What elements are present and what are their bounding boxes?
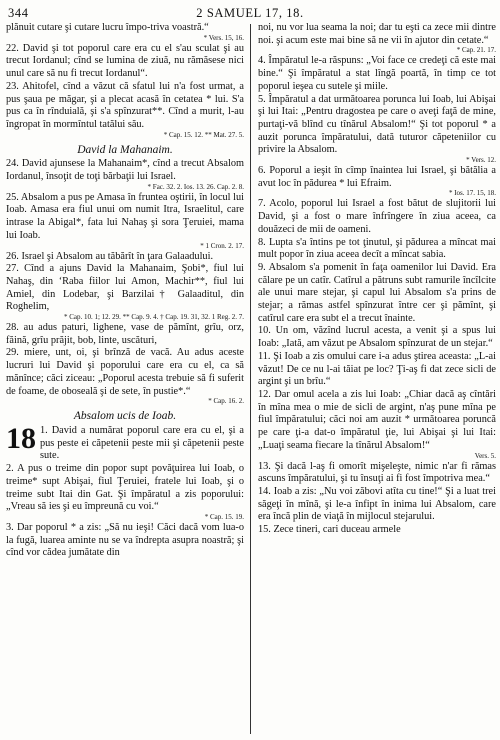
verse-paragraph: 15. Zece tineri, cari duceau armele (258, 524, 401, 536)
verse-text: 1. David a numărat poporul care era cu el, şi a pus peste ei căpetenii peste mii şi căpetenii peste sute. (40, 424, 244, 462)
verse-paragraph: plănuit cutare şi cutare lucru împo-triva voastră.“ (6, 22, 209, 33)
verse-paragraph: 5. Împăratul a dat următoarea porunca lui Ioab, lui Abişai şi lui Itai: „Pentru dragostea pe care o aveţi faţă de mine, purtaţi-vă blînd cu tînărul Absalom!“ Şi tot poporul * a auzit porunca împăratului, dată tuturor căpeteniilor cu privire la Absalom. (258, 93, 496, 156)
column-divider (250, 24, 251, 734)
verse-paragraph: 22. David şi tot poporul care era cu el s'au sculat şi au trecut Iordanul; cînd se lumina de ziuă, nu rămăsese nici unul care să nu fi trecut Iordanul“. (6, 42, 244, 80)
verse-paragraph: 23. Ahitofel, cînd a văzut că sfatul lui n'a fost urmat, a pus şaua pe măgar, şi a plecat acasă în cetatea * lui. S'a pus ca în rînduială, şi s'a spînzurat**. Cînd a murit, l-au îngropat în mormîntul tatălui său. (6, 80, 244, 130)
running-title: 2 SAMUEL 17, 18. (196, 6, 304, 20)
chapter-start-paragraph (6, 421, 244, 463)
verse-paragraph: 13. Şi dacă l-aş fi omorît mişeleşte, nimic n'ar fi rămas ascuns împăratului, şi tu însuţi ai fi fost împotriva mea.“ (258, 460, 496, 485)
verse-paragraph: 29. miere, unt, oi, şi brînză de vacă. Au adus aceste lucruri lui David şi poporului care era cu el, ca să mănînce; căci ziceau: „Poporul acesta trebuie să fi suferit de foame, de oboseală şi de sete, în pustie*.“ (6, 347, 244, 397)
verse-paragraph: 24. David ajunsese la Mahanaim*, cînd a trecut Absalom Iordanul, însoţit de toţi bărbaţii lui Israel. (6, 158, 244, 183)
verse-paragraph: 7. Acolo, poporul lui Israel a fost bătut de slujitorii lui David, şi a fost o mare înfrîngere în ziua aceea, ca douăzeci de mii de oameni. (258, 198, 496, 235)
cross-reference: * Cap. 15. 19. (204, 512, 244, 521)
chapter-number: 18 (6, 421, 36, 455)
cross-reference: * Vers. 15, 16. (203, 33, 244, 42)
verse-paragraph: 14. Ioab a zis: „Nu voi zăbovi atîta cu tine!“ Şi a luat trei săgeţi în mînă, şi le-a înfipt în inima lui Absalom, care era încă plin de viaţă în mijlocul stejarului. (258, 485, 496, 523)
cross-reference: * Ios. 17. 15, 18. (448, 189, 496, 198)
verse-paragraph: 9. Absalom s'a pomenit în faţa oamenilor lui David. Era călare pe un catîr. Catîrul a pătruns subt ramurile încîlcite ale unui mare stejar, şi capul lui Absalom s'a prins de stejar; a rămas astfel spînzurat între cer şi pămînt, şi catîrul care era subt el a trecut înainte. (258, 261, 496, 324)
cross-reference: * Fac. 32. 2. Ios. 13. 26. Cap. 2. 8. (147, 182, 244, 191)
verse-paragraph: 4. Împăratul le-a răspuns: „Voi face ce credeţi că este mai bine.“ Şi împăratul a stat lîngă poartă, în timp ce tot poporul ieşea cu sutele şi miile. (258, 55, 496, 92)
cross-reference: * 1 Cron. 2. 17. (200, 241, 244, 250)
verse-paragraph: 27. Cînd a ajuns David la Mahanaim, Şobi*, fiul lui Nahaş, din ‘Raba fiilor lui Amon, Machir**, fiul lui Amiel, din Lodebar, şi Barzilai† Galaaditul, din Roghelim, (6, 263, 244, 313)
verse-paragraph: 12. Dar omul acela a zis lui Ioab: „Chiar dacă aş cîntări în mîna mea o mie de sicli de argint, n'aş pune mîna pe fiul împăratului; căci noi am auzit * următoarea poruncă pe care ţi-a dat-o împăratul ţie, lui Abişai şi lui Itai: „Luaţi seama fiecare la tînărul Absalom!“ (258, 388, 496, 451)
cross-reference: * Cap. 21. 17. (456, 46, 496, 55)
cross-reference: * Cap. 10. 1; 12. 29. ** Cap. 9. 4. † Cap. 19. 31, 32. 1 Reg. 2. 7. (63, 313, 244, 322)
verse-paragraph: 2. A pus o treime din popor supt povăţuirea lui Ioab, o treime* supt Abişai, fiul Ţeruiei, fratele lui Ioab, şi o treime subt Itai din Gat. Şi împăratul a zis poporului: „Vreau să ies şi eu împreună cu voi.“ (6, 463, 244, 513)
verse-paragraph: 8. Lupta s'a întins pe tot ţinutul, şi pădurea a mîncat mai mult popor în ziua aceea decît a mîncat sabia. (258, 236, 496, 261)
page-header (8, 6, 492, 22)
verse-paragraph: 25. Absalom a pus pe Amasa în fruntea oştirii, în locul lui Ioab. Amasa era fiul unui om numit Itra, Israelitul, care intrase la Abigal*, fata lui Nahaş şi sora Ţeruiei, mama lui Ioab. (6, 191, 244, 241)
cross-reference: * Cap. 16. 2. (208, 397, 244, 406)
section-heading: David la Mahanaim. (77, 143, 173, 156)
verse-paragraph: 28. au adus paturi, lighene, vase de pămînt, grîu, orz, făină, grîu prăjit, bob, linte, uscături, (6, 322, 244, 346)
verse-paragraph: 3. Dar poporul * a zis: „Să nu ieşi! Căci dacă vom lua-o la fugă, luarea aminte nu se va îndrepta asupra noastră; şi cînd vor cădea jumătate din (6, 521, 244, 559)
verse-paragraph: 6. Poporul a ieşit în cîmp înaintea lui Israel, şi bătălia a avut loc în pădurea * lui Efraim. (258, 165, 496, 189)
cross-reference: * Cap. 15. 12. ** Mat. 27. 5. (163, 130, 244, 139)
verse-paragraph: 11. Şi Ioab a zis omului care i-a adus ştirea aceasta: „L-ai văzut! De ce nu l-ai tăiat pe loc? Ţi-aş fi dat zece sicli de argint şi un brîu.“ (258, 350, 496, 388)
left-column (6, 22, 244, 734)
verse-paragraph: 26. Israel şi Absalom au tăbărît în ţara Galaadului. (6, 250, 214, 262)
page-number: 344 (8, 6, 29, 20)
verse-paragraph: noi, nu vor lua seama la noi; dar tu eşti ca zece mii dintre noi. şi acum este mai bine să ne vii în ajutor din cetate.“ (258, 22, 496, 46)
verse-paragraph: 10. Un om, văzînd lucrul acesta, a venit şi a spus lui Ioab: „Iată, am văzut pe Absalom spînzurat de un stejar.“ (258, 325, 496, 350)
cross-reference: Vers. 5. (474, 451, 496, 460)
right-column (258, 22, 496, 734)
cross-reference: * Vers. 12. (466, 156, 496, 165)
section-heading: Absalom ucis de Ioab. (73, 410, 177, 423)
